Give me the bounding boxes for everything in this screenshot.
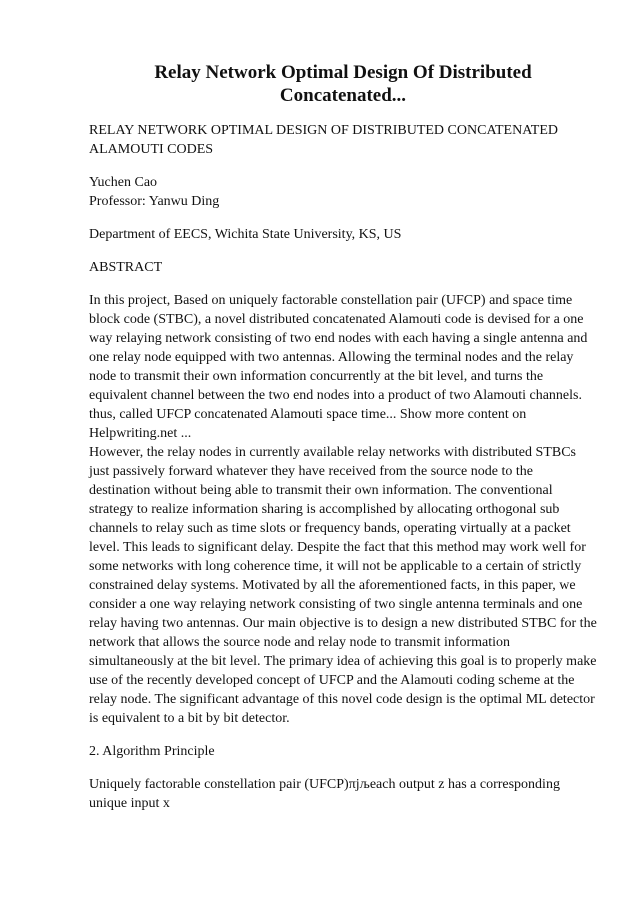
heading-caps: RELAY NETWORK OPTIMAL DESIGN OF DISTRIBUTED CONCATENATED ALAMOUTI CODES xyxy=(89,123,558,157)
department: Department of EECS, Wichita State University, KS, US xyxy=(89,227,402,242)
section-paragraph: Uniquely factorable constellation pair (UFCP)πјљeach output z has a corresponding unique input x xyxy=(89,777,560,811)
author-name: Yuchen Cao xyxy=(89,175,158,190)
document-title: Relay Network Optimal Design Of Distributed Concatenated... xyxy=(154,62,532,106)
body-paragraph: However, the relay nodes in currently available relay networks with distributed STBCs just passively forward whatever they have received from the source node to the destination without being able to transmit their own information. The conventional strategy to realize information sharing is accomplished by allocating orthogonal sub channels to relay such as time slots or frequency bands, operating virtually at a packet level. This leads to significant delay. Despite the fact that this method may work well for some networks with long coherence time, it will not be applicable to a certain of strictly constrained delay systems. Motivated by all the aforementioned facts, in this paper, we consider a one way relaying network consisting of two single antenna terminals and one relay having two antennas. Our main objective is to design a new distributed STBC for the network that allows the source node and relay node to transmit information simultaneously at the bit level. The primary idea of achieving this goal is to properly make use of the recently developed concept of UFCP and the Alamouti coding scheme at the relay node. The significant advantage of this novel code design is the optimal ML detector is equivalent to a bit by bit detector. xyxy=(89,445,597,726)
section-heading: 2. Algorithm Principle xyxy=(89,744,215,759)
author-block xyxy=(89,173,597,211)
abstract-paragraph xyxy=(89,291,597,443)
abstract-text: In this project, Based on uniquely factorable constellation pair (UFCP) and space time block code (STBC), a novel distributed concatenated Alamouti code is devised for a one way relaying network consisting of two end nodes with each having a single antenna and one relay node equipped with two antennas. Allowing the terminal nodes and the relay node to transmit their own information concurrently at the bit level, and turns the equivalent channel between the two end nodes into a product of two Alamouti channels. thus, called UFCP concatenated Alamouti space time xyxy=(89,293,588,422)
professor-name: Professor: Yanwu Ding xyxy=(89,194,220,209)
document-page xyxy=(89,61,597,827)
show-more-link[interactable]: ... Show more content on Helpwriting.net ... xyxy=(89,407,527,441)
abstract-label: ABSTRACT xyxy=(89,260,163,275)
